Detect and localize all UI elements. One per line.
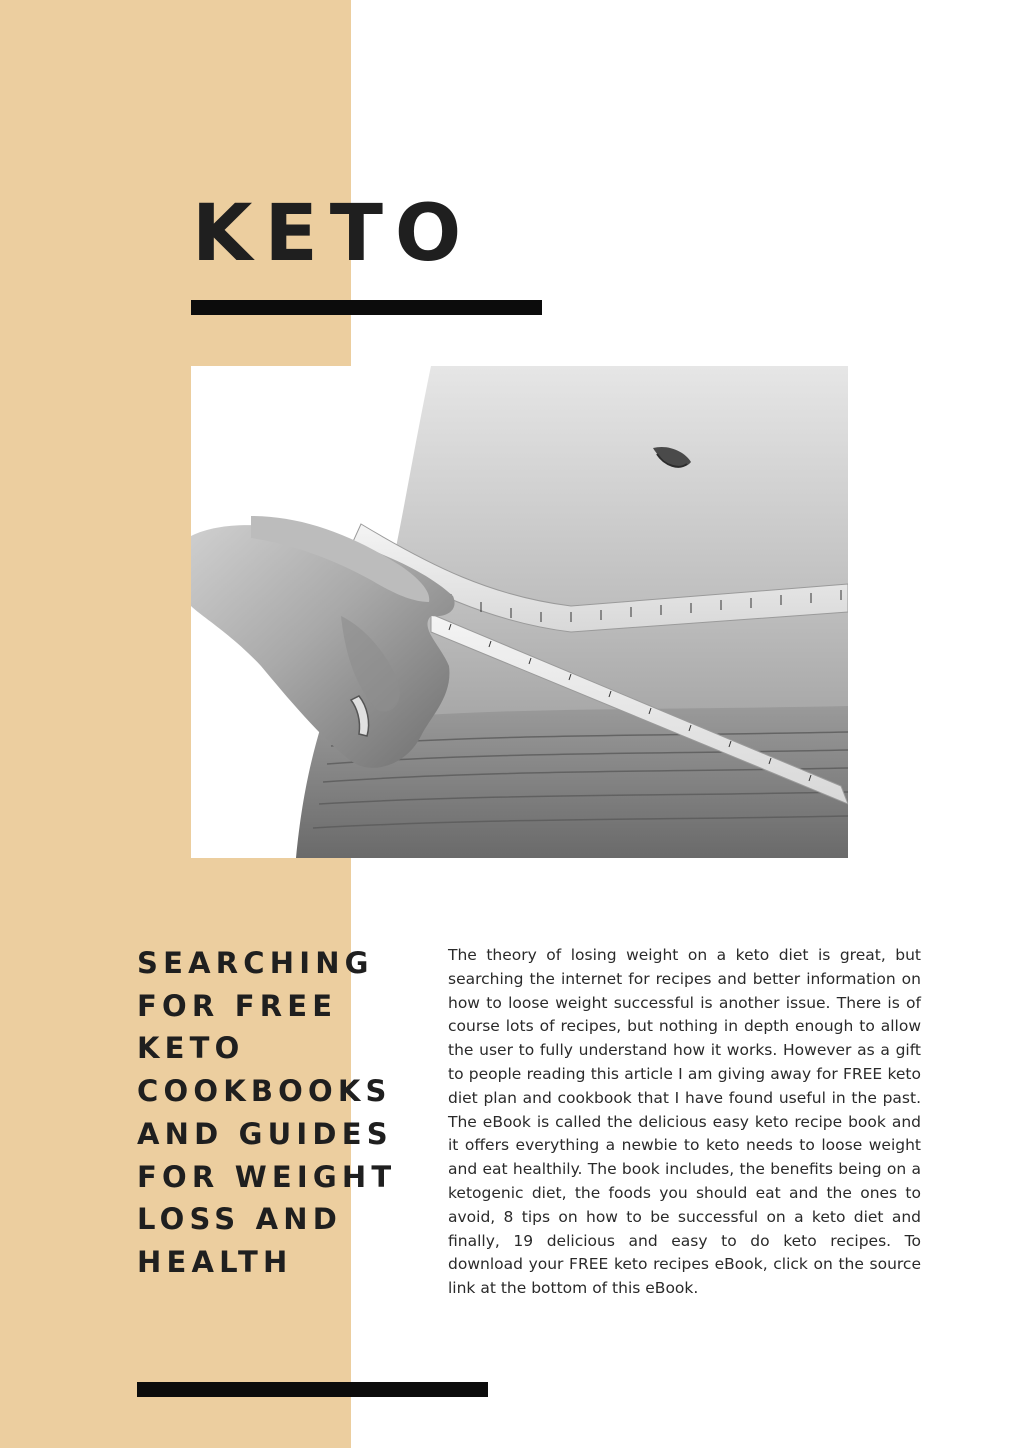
title-underline-rule [191, 300, 542, 315]
section-heading: SEARCHING FOR FREE KETO COOKBOOKS AND GUIDES FOR WEIGHT LOSS AND HEALTH [137, 946, 397, 1279]
bottom-rule [137, 1382, 488, 1397]
body-paragraph: The theory of losing weight on a keto diet is great, but searching the internet for recipes and better information on how to loose weight successful is another issue. There is of course lots of recipes, but nothing in depth enough to allow the user to fully understand how it works. However as a gift to people reading this article I am giving away for FREE keto diet plan and cookbook that I have found useful in the past. The eBook is called the delicious easy keto recipe book and it offers everything a newbie to keto needs to loose weight and eat healthily. The book includes, the benefits being on a ketogenic diet, the foods you should eat and the ones to avoid, 8 tips on how to be successful on a keto diet and finally, 19 delicious and easy to do keto recipes. To download your FREE keto recipes eBook, click on the source link at the bottom of this eBook. [448, 946, 921, 1298]
page-title: KETO [192, 189, 474, 279]
waist-measuring-tape-photo [191, 366, 848, 858]
